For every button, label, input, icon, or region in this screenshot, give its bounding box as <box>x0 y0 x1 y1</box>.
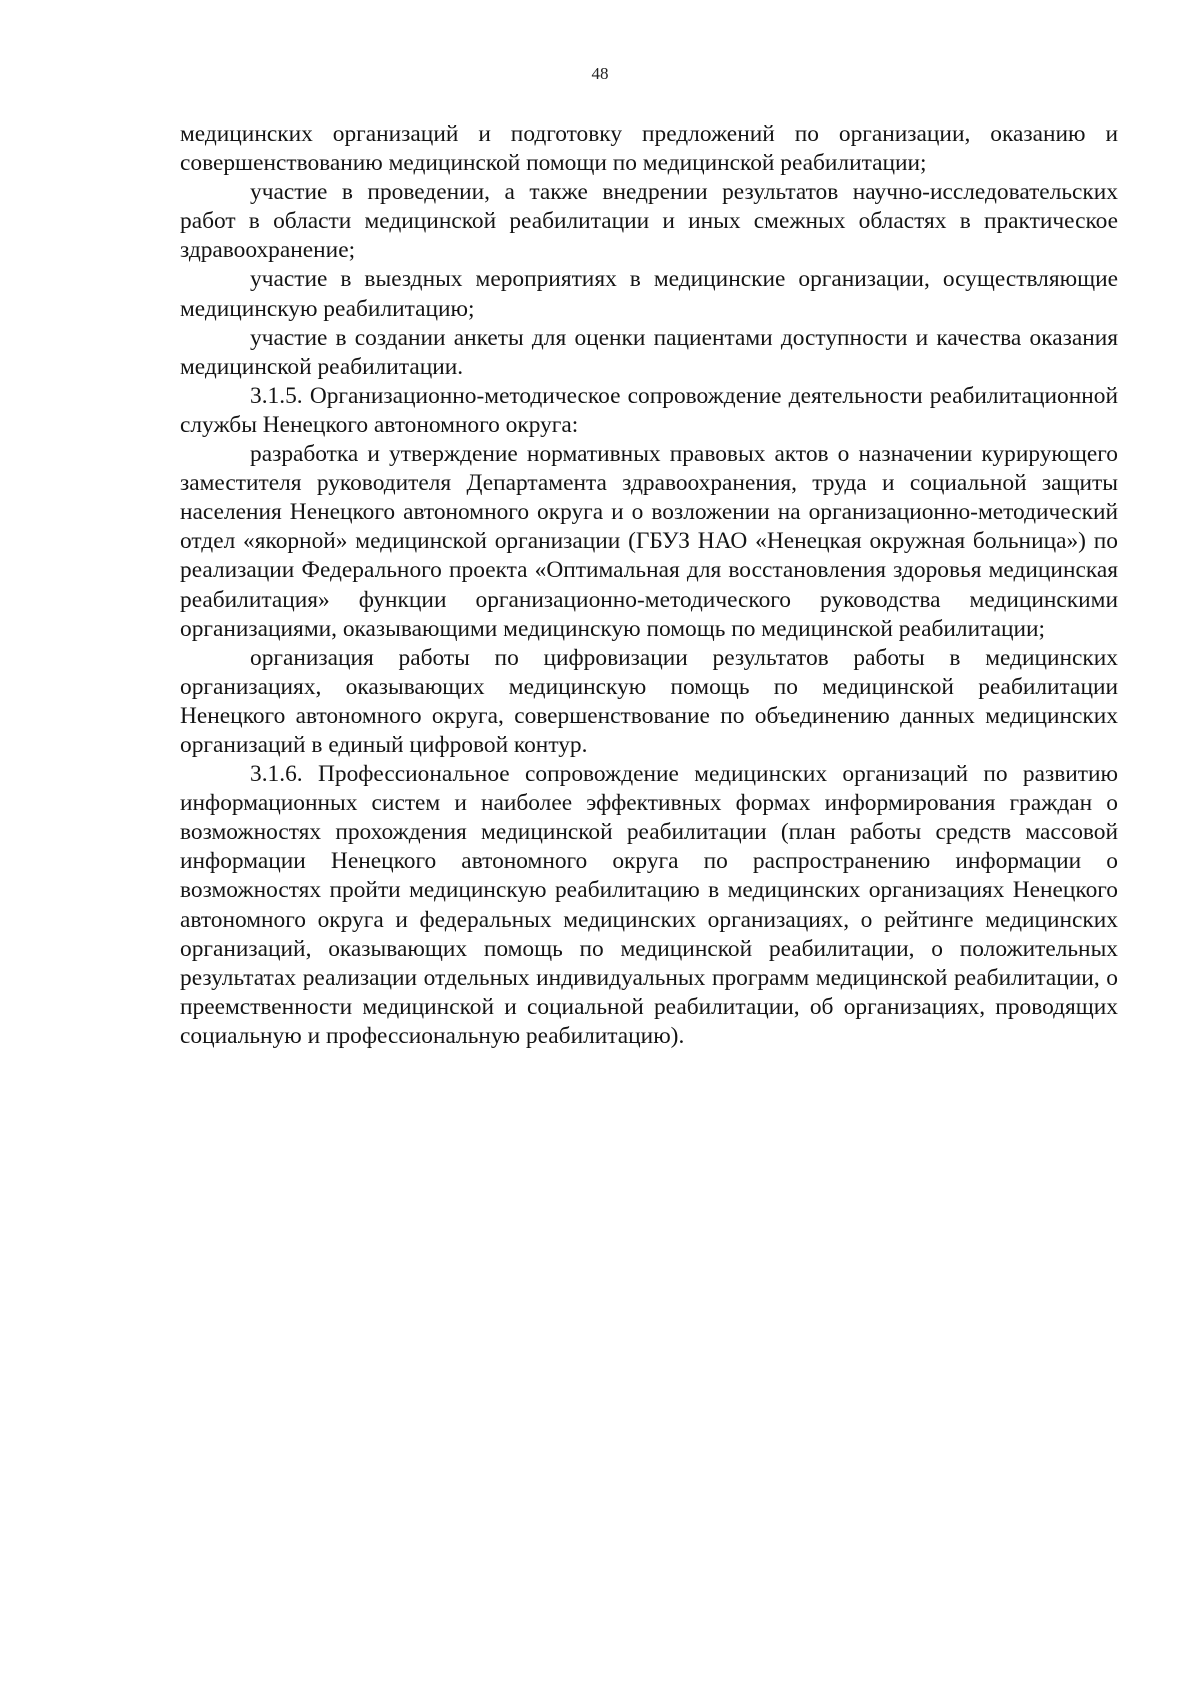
paragraph: разработка и утверждение нормативных правовых актов о назначении курирующего заместителя руководителя Департамента здравоохранения, труда и социальной защиты населения Ненецкого автономного округа и о возложении на организационно-методический отдел «якорной» медицинской организации (ГБУЗ НАО «Ненецкая окружная больница») по реализации Федерального проекта «Оптимальная для восстановления здоровья медицинская реабилитация» функции организационно-методического руководства медицинскими организациями, оказывающими медицинскую помощь по медицинской реабилитации; <box>180 441 1118 642</box>
paragraph: участие в выездных мероприятиях в медицинские организации, осуществляющие медицинскую реабилитацию; <box>180 266 1118 322</box>
section-3-1-6: 3.1.6. Профессиональное сопровождение медицинских организаций по развитию информационных систем и наиболее эффективных формах информирования граждан о возможностях прохождения медицинской реабилитации (план работы средств массовой информации Ненецкого автономного округа по распространению информации о возможностях пройти медицинскую реабилитацию в медицинских организациях Ненецкого автономного округа и федеральных медицинских организациях, о рейтинге медицинских организаций, оказывающих помощь по медицинской реабилитации, о положительных результатах реализации отдельных индивидуальных программ медицинской реабилитации, о преемственности медицинской и социальной реабилитации, об организациях, проводящих социальную и профессиональную реабилитацию). <box>180 761 1118 1049</box>
paragraph-continuation: медицинских организаций и подготовку предложений по организации, оказанию и совершенствованию медицинской помощи по медицинской реабилитации; <box>180 121 1118 177</box>
paragraph: организация работы по цифровизации результатов работы в медицинских организациях, оказывающих медицинскую помощь по медицинской реабилитации Ненецкого автономного округа, совершенствование по объединению данных медицинских организаций в единый цифровой контур. <box>180 644 1118 758</box>
page-number: 48 <box>591 64 609 83</box>
paragraph: участие в проведении, а также внедрении результатов научно-исследовательских работ в области медицинской реабилитации и иных смежных областях в практическое здравоохранение; <box>180 179 1118 264</box>
document-body <box>180 120 1118 1051</box>
paragraph: участие в создании анкеты для оценки пациентами доступности и качества оказания медицинской реабилитации. <box>180 324 1118 380</box>
section-3-1-5: 3.1.5. Организационно-методическое сопровождение деятельности реабилитационной службы Ненецкого автономного округа: <box>180 382 1118 438</box>
